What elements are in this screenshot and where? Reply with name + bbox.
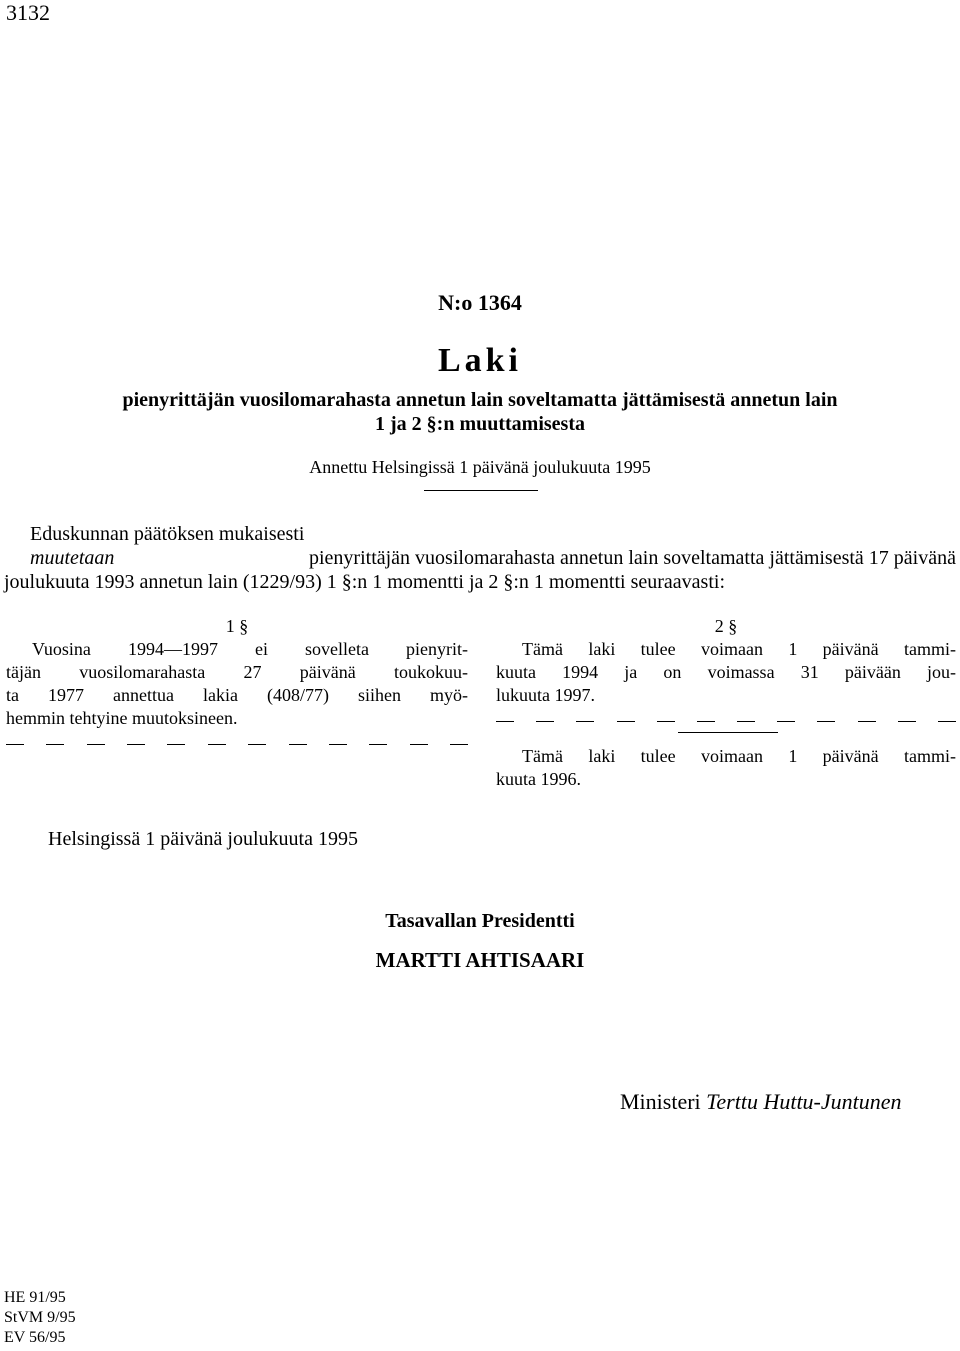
reference-item: EV 56/95 (4, 1329, 66, 1346)
omission-dashes (6, 732, 468, 745)
preamble-line-2 (4, 546, 956, 570)
preamble-line-2-text: pienyrittäjän vuosilomarahasta annetun lain soveltamatta jättämisestä 17 päivänä (308, 547, 956, 569)
given-date-line: Annettu Helsingissä 1 päivänä joulukuuta 1995 (309, 457, 651, 477)
page-number: 3132 (6, 0, 50, 25)
entry-divider-row (496, 722, 956, 745)
law-title: Laki (437, 342, 523, 379)
president-name: MARTTI AHTISAARI (375, 948, 585, 972)
section-2-heading: 2 § (714, 616, 738, 636)
preamble (4, 522, 956, 594)
preamble-line-1: Eduskunnan päätöksen mukaisesti (30, 523, 305, 545)
minister-signature (620, 1089, 902, 1115)
reference-item: StVM 9/95 (4, 1309, 76, 1326)
omission-dashes (496, 709, 956, 722)
section-1-line: ta 1977 annettua lakia (408/77) siihen myö- (6, 685, 468, 705)
title-divider (424, 490, 538, 491)
section-1-line: hemmin tehtyine muutoksineen. (6, 708, 238, 728)
preamble-keyword: muutetaan (30, 547, 115, 569)
section-2-line: kuuta 1994 ja on voimassa 31 päivään jou- (496, 662, 956, 682)
section-1-line: Vuosina 1994—1997 ei sovelleta pienyrit- (32, 639, 468, 659)
section-2 (496, 615, 956, 791)
reference-item: HE 91/95 (4, 1289, 66, 1306)
entry-into-force-line: Tämä laki tulee voimaan 1 päivänä tammi- (522, 746, 956, 766)
entry-divider (678, 732, 778, 733)
law-subtitle-line-2: 1 ja 2 §:n muuttamisesta (375, 413, 585, 435)
section-1-heading: 1 § (225, 616, 249, 636)
minister-title: Ministeri (620, 1089, 701, 1114)
section-2-line: Tämä laki tulee voimaan 1 päivänä tammi- (522, 639, 956, 659)
law-subtitle (0, 388, 960, 436)
section-1 (6, 615, 468, 745)
legislative-references (4, 1288, 76, 1348)
preamble-line-3: joulukuuta 1993 annetun lain (1229/93) 1 §:n 1 momentti ja 2 §:n 1 momentti seuraavasti: (4, 571, 725, 593)
president-title: Tasavallan Presidentti (385, 910, 575, 932)
entry-into-force-line: kuuta 1996. (496, 769, 581, 789)
section-1-line: täjän vuosilomarahasta 27 päivänä toukokuu- (6, 662, 468, 682)
law-subtitle-line-1: pienyrittäjän vuosilomarahasta annetun lain soveltamatta jättämisestä annetun lain (122, 389, 838, 411)
signing-place-date: Helsingissä 1 päivänä joulukuuta 1995 (48, 828, 358, 850)
document-number: N:o 1364 (438, 290, 522, 315)
minister-name: Terttu Huttu-Juntunen (706, 1089, 902, 1114)
section-2-line: lukuuta 1997. (496, 685, 595, 705)
